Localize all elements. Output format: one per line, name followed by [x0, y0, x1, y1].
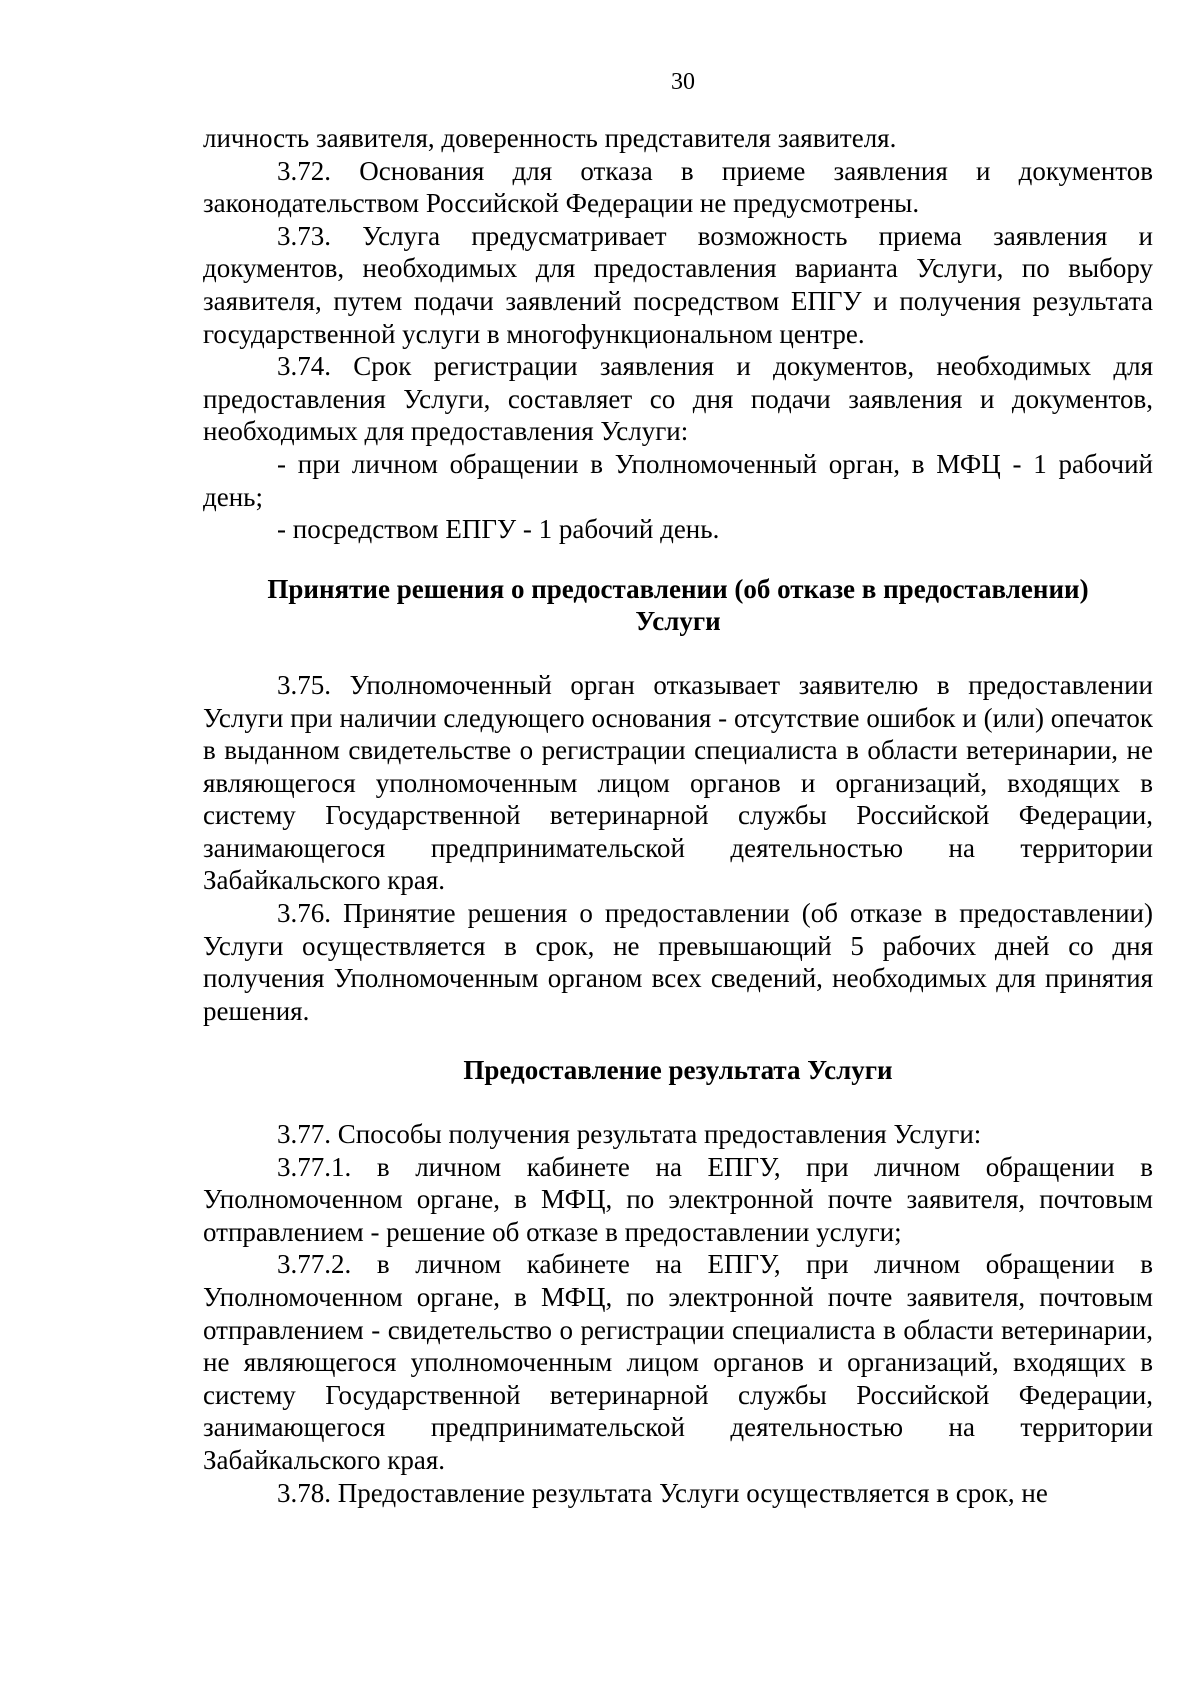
- paragraph-3-77: 3.77. Способы получения результата предоставления Услуги:: [277, 1119, 982, 1150]
- section-heading-decision: [203, 573, 1153, 638]
- paragraph-3-76: 3.76. Принятие решения о предоставлении (об отказе в предоставлении) Услуги осуществляется в срок, не превышающий 5 рабочих дней со дня получения Уполномоченным органом всех сведений, необходимых для принятия решения.: [203, 898, 1153, 1026]
- paragraph-3-75: 3.75. Уполномоченный орган отказывает заявителю в предоставлении Услуги при наличии следующего основания - отсутствие ошибок и (или) опечаток в выданном свидетельстве о регистрации специалиста в области ветеринарии, не являющегося уполномоченным лицом органов и организаций, входящих в систему Государственной ветеринарной службы Российской Федерации, занимающегося предпринимательской деятельностью на территории Забайкальского края.: [203, 669, 1153, 896]
- page-number: 30: [671, 69, 695, 95]
- section-heading-result: Предоставление результата Услуги: [463, 1055, 893, 1086]
- section-heading-decision-line2: Услуги: [635, 606, 721, 637]
- list-item-epgu: - посредством ЕПГУ - 1 рабочий день.: [277, 514, 720, 545]
- document-page: [203, 68, 1153, 1509]
- section-heading-decision-line1: Принятие решения о предоставлении (об отказе в предоставлении): [267, 573, 1089, 604]
- list-item-in-person: - при личном обращении в Уполномоченный орган, в МФЦ - 1 рабочий день;: [203, 448, 1153, 512]
- paragraph-3-74: 3.74. Срок регистрации заявления и документов, необходимых для предоставления Услуги, составляет со дня подачи заявления и документов, необходимых для предоставления Услуги:: [203, 351, 1153, 447]
- paragraph-3-78: 3.78. Предоставление результата Услуги осуществляется в срок, не: [277, 1477, 1048, 1508]
- paragraph-3-73: 3.73. Услуга предусматривает возможность приема заявления и документов, необходимых для предоставления варианта Услуги, по выбору заявителя, путем подачи заявлений посредством ЕПГУ и получения результата государственной услуги в многофункциональном центре.: [203, 220, 1153, 349]
- paragraph-3-77-1: 3.77.1. в личном кабинете на ЕПГУ, при личном обращении в Уполномоченном органе, в МФЦ, по электронной почте заявителя, почтовым отправлением - решение об отказе в предоставлении услуги;: [203, 1151, 1153, 1247]
- paragraph-continuation: личность заявителя, доверенность представителя заявителя.: [203, 123, 897, 153]
- paragraph-3-77-2: 3.77.2. в личном кабинете на ЕПГУ, при личном обращении в Уполномоченном органе, в МФЦ, по электронной почте заявителя, почтовым отправлением - свидетельство о регистрации специалиста в области ветеринарии, не являющегося уполномоченным лицом органов и организаций, входящих в систему Государственной ветеринарной службы Российской Федерации, занимающегося предпринимательской деятельностью на территории Забайкальского края.: [203, 1249, 1153, 1475]
- paragraph-3-72: 3.72. Основания для отказа в приеме заявления и документов законодательством Российской Федерации не предусмотрены.: [203, 155, 1153, 219]
